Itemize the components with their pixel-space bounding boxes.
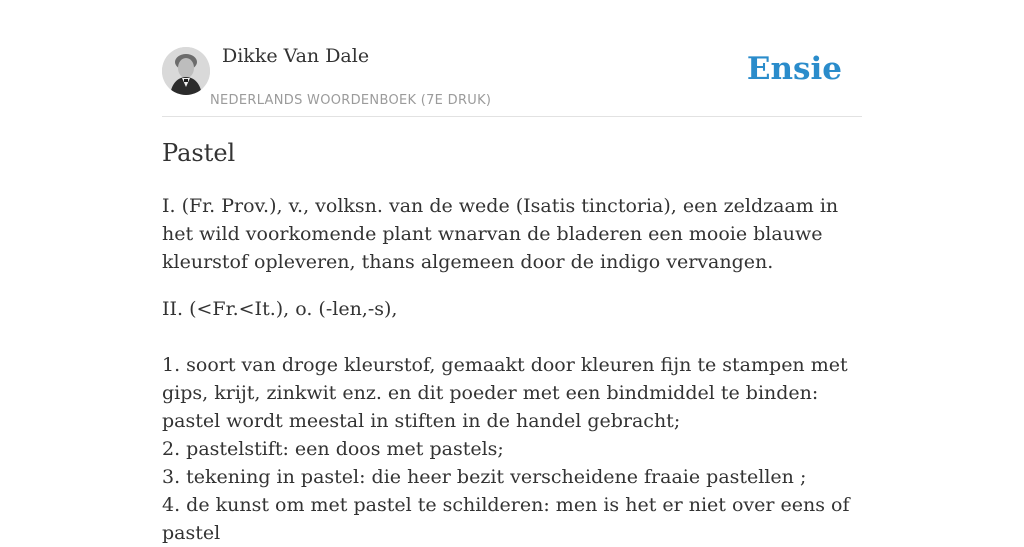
sense-item: 2. pastelstift: een doos met pastels; — [162, 438, 504, 460]
portrait-icon — [162, 47, 210, 95]
entry-header — [162, 0, 862, 117]
sense-list — [162, 351, 862, 547]
definition-paragraph-2-intro: II. (<Fr.<It.), o. (-len,-s), — [162, 298, 398, 320]
entry-title: Pastel — [162, 139, 236, 167]
author-name[interactable]: Dikke Van Dale — [222, 45, 370, 67]
definition-paragraph-1: I. (Fr. Prov.), v., volksn. van de wede (Isatis tinctoria), een zeldzaam in het wild voorkomende plant wnarvan de bladeren een mooie blauwe kleurstof opleveren, thans algemeen door de indigo vervangen. — [162, 195, 839, 273]
source-label[interactable]: NEDERLANDS WOORDENBOEK (7E DRUK) — [210, 93, 492, 108]
sense-item: 3. tekening in pastel: die heer bezit verscheidene fraaie pastellen ; — [162, 466, 807, 488]
sense-item: 4. de kunst om met pastel te schilderen: men is het er niet over eens of pastel — [162, 494, 850, 544]
entry-body — [162, 192, 862, 547]
author-avatar[interactable] — [162, 47, 210, 95]
ensie-logo[interactable]: Ensie — [746, 51, 842, 87]
page-container — [162, 0, 862, 544]
sense-item: 1. soort van droge kleurstof, gemaakt door kleuren fijn te stampen met gips, krijt, zinkwit enz. en dit poeder met een bindmiddel te binden: pastel wordt meestal in stiften in de handel gebracht; — [162, 354, 848, 432]
